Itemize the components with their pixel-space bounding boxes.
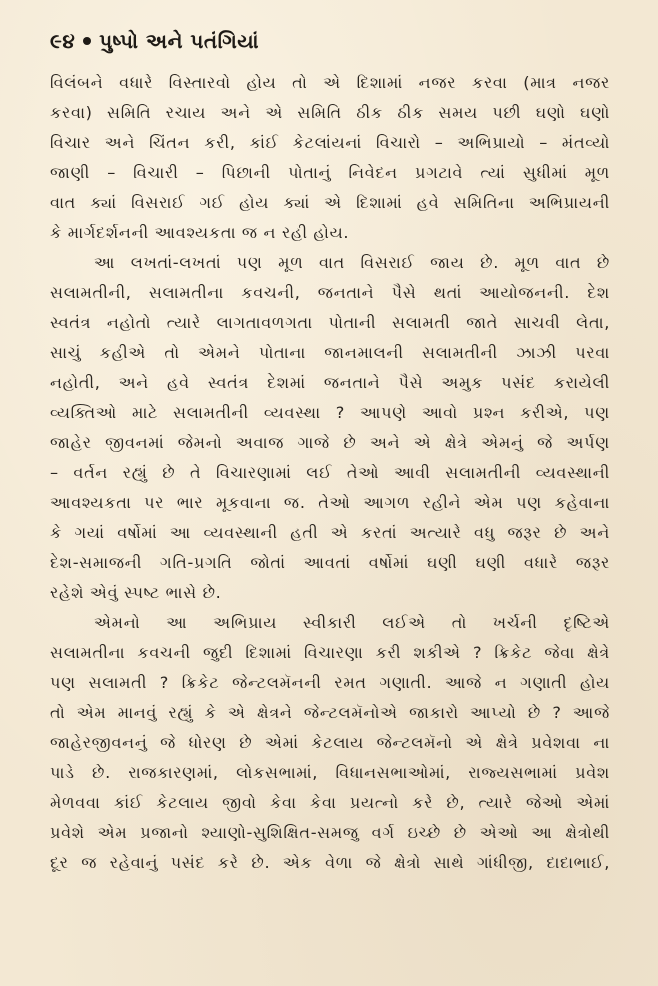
text-line: આ લખતાં-લખતાં પણ મૂળ વાત વિસરાઈ જાય છે. મૂળ વાત છે (94, 253, 610, 272)
text-line: કરવા) સમિતિ રચાય અને એ સમિતિ ઠીક ઠીક સમય પછી ઘણો ઘણો (50, 103, 610, 122)
page-number: ૯૪ (50, 29, 76, 53)
text-line: સલામતીના કવચની જુદી દિશામાં વિચારણા કરી શકીએ ? ક્રિકેટ જેવા ક્ષેત્રે (50, 643, 610, 662)
running-head (50, 26, 259, 56)
text-line: વ્યક્તિઓ માટે સલામતીની વ્યવસ્થા ? આપણે આવો પ્રશ્ન કરીએ, પણ (50, 403, 610, 422)
text-line: વિચાર અને ચિંતન કરી, કાંઈ કેટલાંયનાં વિચારો – અભિપ્રાયો – મંતવ્યો (50, 133, 610, 152)
text-line: તો એમ માનવું રહ્યું કે એ ક્ષેત્રને જેન્ટલમૅનોએ જાકારો આપ્યો છે ? આજે (50, 703, 610, 722)
text-line: એમનો આ અભિપ્રાય સ્વીકારી લઈએ તો ખર્ચની દૃષ્ટિએ (94, 613, 610, 632)
text-line: પાડે છે. રાજકારણમાં, લોકસભામાં, વિધાનસભાઓમાં, રાજ્યસભામાં પ્રવેશ (50, 763, 610, 782)
text-line: જાહેર જીવનમાં જેમનો અવાજ ગાજે છે અને એ ક્ષેત્રે એમનું જે અર્પણ (50, 433, 610, 452)
text-line: વાત ક્યાં વિસરાઈ ગઈ હોય ક્યાં એ દિશામાં હવે સમિતિના અભિપ્રાયની (50, 193, 610, 212)
bullet-icon (83, 37, 91, 45)
text-line: કે ગયાં વર્ષોમાં આ વ્યવસ્થાની હતી એ કરતાં અત્યારે વધુ જરૂર છે અને (50, 523, 610, 542)
text-line: આવશ્યકતા પર ભાર મૂકવાના જ. તેઓ આગળ રહીને એમ પણ કહેવાના (50, 493, 610, 512)
book-title: પુષ્પો અને પતંગિયાં (99, 29, 260, 53)
text-line: દેશ-સમાજની ગતિ-પ્રગતિ જોતાં આવતાં વર્ષોમાં ઘણી ઘણી વધારે જરૂર (50, 553, 610, 572)
text-line: સ્વતંત્ર નહોતો ત્યારે લાગતાવળગતા પોતાની સલામતી જાતે સાચવી લેતા, (50, 313, 610, 332)
text-line: દૂર જ રહેવાનું પસંદ કરે છે. એક વેળા જે ક્ષેત્રો સાથે ગાંધીજી, દાદાભાઈ, (50, 853, 610, 872)
text-line: જાણી – વિચારી – પિછાની પોતાનું નિવેદન પ્રગટાવે ત્યાં સુધીમાં મૂળ (50, 163, 610, 182)
body-text (50, 68, 610, 878)
text-line: નહોતી, અને હવે સ્વતંત્ર દેશમાં જનતાને પૈસે અમુક પસંદ કરાયેલી (50, 373, 610, 392)
text-line: – વર્તન રહ્યું છે તે વિચારણામાં લઈ તેઓ આવી સલામતીની વ્યવસ્થાની (50, 463, 610, 482)
text-line: સલામતીની, સલામતીના કવચની, જનતાને પૈસે થતાં આયોજનની. દેશ (50, 283, 610, 302)
text-line: વિલંબને વધારે વિસ્તારવો હોય તો એ દિશામાં નજર કરવા (માત્ર નજર (50, 73, 610, 92)
text-line: રહેશે એવું સ્પષ્ટ ભાસે છે. (50, 583, 222, 602)
text-line: પ્રવેશે એમ પ્રજાનો શ્યાણો-સુશિક્ષિત-સમજુ વર્ગ ઇચ્છે છે એઓ આ ક્ષેત્રોથી (50, 823, 610, 842)
text-line: પણ સલામતી ? ક્રિકેટ જેન્ટલમૅનની રમત ગણાતી. આજે ન ગણાતી હોય (50, 673, 610, 692)
text-line: જાહેરજીવનનું જે ધોરણ છે એમાં કેટલાય જેન્ટલમૅનો એ ક્ષેત્રે પ્રવેશવા ના (50, 733, 610, 752)
text-line: કે માર્ગદર્શનની આવશ્યકતા જ ન રહી હોય. (50, 223, 350, 242)
text-line: સાચું કહીએ તો એમને પોતાના જાનમાલની સલામતીની ઝાઝી પરવા (50, 343, 610, 362)
text-line: મેળવવા કાંઈ કેટલાય જીવો કેવા કેવા પ્રયત્નો કરે છે, ત્યારે જેઓ એમાં (50, 793, 610, 812)
